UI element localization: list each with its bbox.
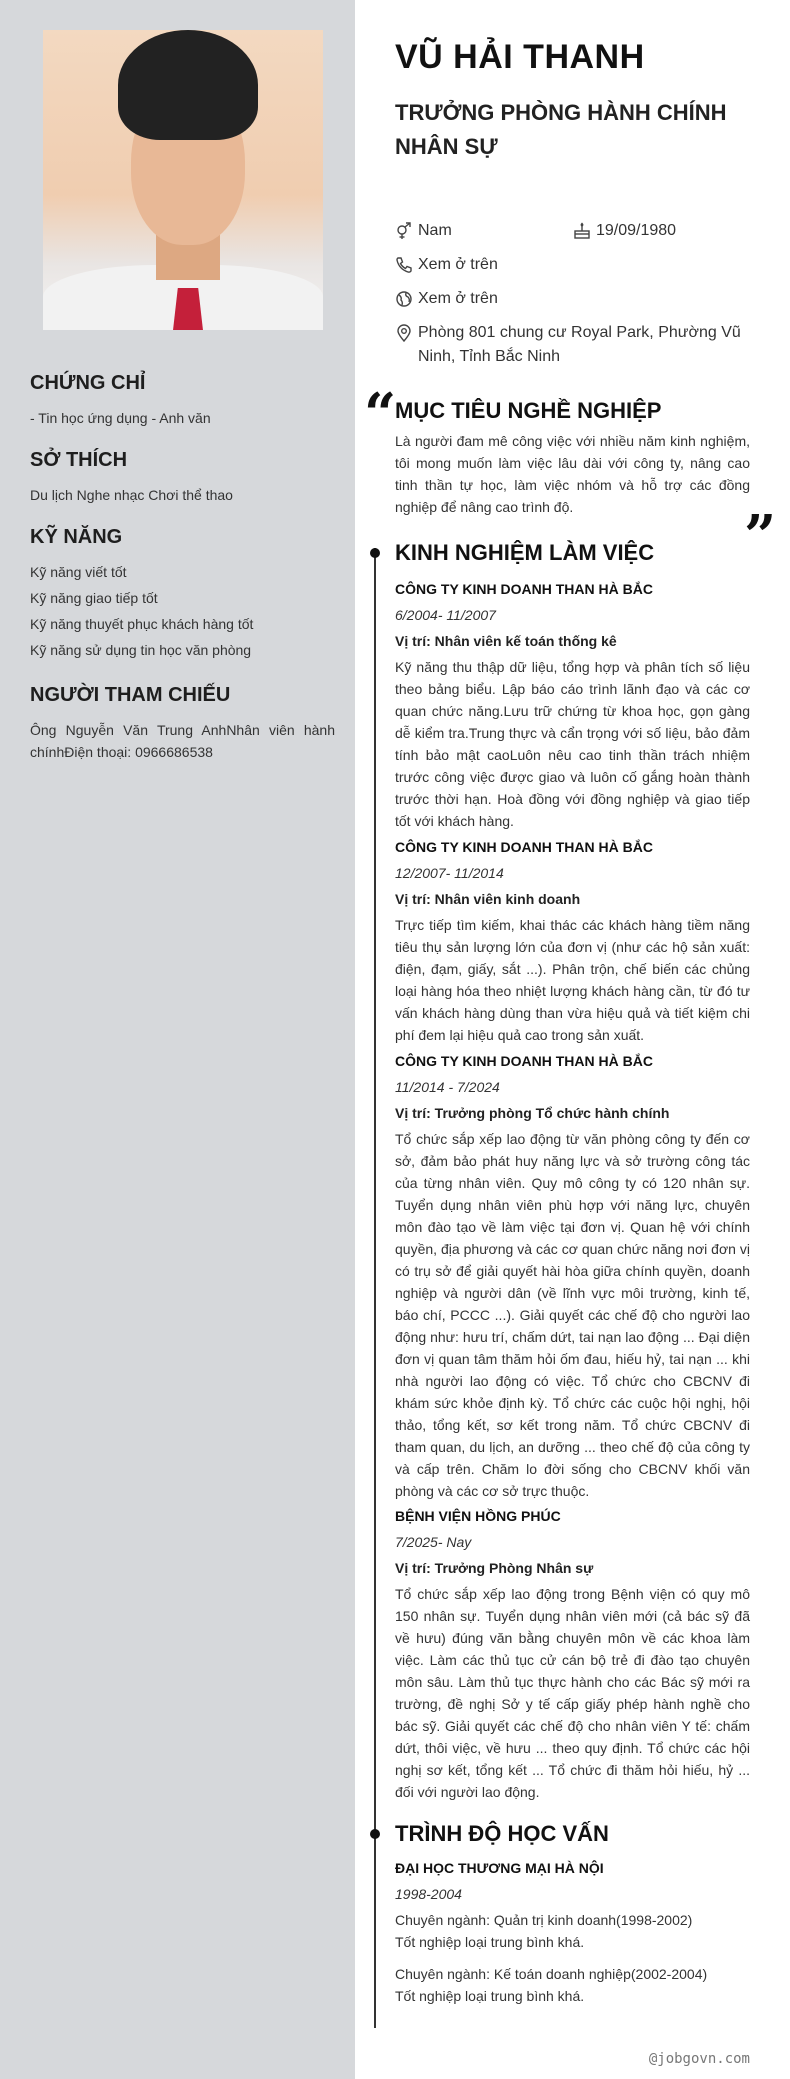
globe-icon [395,290,413,308]
experience-title: KINH NGHIỆM LÀM VIỆC [395,540,655,565]
certificates-section [30,372,335,433]
gender-row [395,219,452,243]
website-text: Xem ở trên [418,290,498,307]
experience-item [395,1050,750,1502]
references-section [30,684,335,763]
phone-text: Xem ở trên [418,256,498,273]
experience-item [395,578,750,832]
skills-section [30,526,335,665]
company-name: BỆNH VIỆN HỒNG PHÚC [395,1508,561,1524]
skill-item: Kỹ năng viết tốt [30,564,127,580]
location-pin-icon [395,324,413,342]
skill-item: Kỹ năng sử dụng tin học văn phòng [30,642,252,658]
quote-close-icon: ” [744,503,777,569]
experience-item [395,1505,750,1803]
candidate-title: TRƯỞNG PHÒNG HÀNH CHÍNH NHÂN SỰ [395,100,727,159]
degree-line: Tốt nghiệp loại trung bình khá. [395,1988,585,2004]
references-text: Ông Nguyễn Văn Trung AnhNhân viên hành chínhĐiện thoại: 0966686538 [30,722,335,760]
references-title: NGƯỜI THAM CHIẾU [30,684,231,706]
skill-item: Kỹ năng thuyết phục khách hàng tốt [30,616,254,632]
skills-title: KỸ NĂNG [30,526,123,548]
job-position: Vị trí: Trưởng Phòng Nhân sự [395,1560,594,1576]
birthday-text: 19/09/1980 [596,222,677,239]
profile-photo [43,30,323,330]
major-line: Chuyên ngành: Quản trị kinh doanh(1998-2002) [395,1912,693,1928]
work-period: 12/2007- 11/2014 [395,865,504,881]
work-period: 11/2014 - 7/2024 [395,1079,500,1095]
skill-item: Kỹ năng giao tiếp tốt [30,590,158,606]
degree-line: Tốt nghiệp loại trung bình khá. [395,1934,585,1950]
phone-row [395,253,498,277]
work-period: 6/2004- 11/2007 [395,607,496,623]
watermark: @jobgovn.com [648,2051,750,2067]
job-position: Vị trí: Trưởng phòng Tổ chức hành chính [395,1105,670,1121]
certificate-item: - Tin học ứng dụng - Anh văn [30,410,211,426]
birthday-row [573,219,676,243]
experience-item [395,836,750,1046]
job-position: Vị trí: Nhân viên kế toán thống kê [395,633,617,649]
cake-icon [573,222,591,240]
timeline-line [374,548,376,2028]
candidate-name: VŨ HẢI THANH [395,38,645,76]
certificates-title: CHỨNG CHỈ [30,372,146,394]
education-item [395,1857,750,2007]
education-title: TRÌNH ĐỘ HỌC VẤN [395,1821,609,1846]
company-name: CÔNG TY KINH DOANH THAN HÀ BẮC [395,581,653,597]
phone-icon [395,256,413,274]
school-name: ĐẠI HỌC THƯƠNG MẠI HÀ NỘI [395,1860,604,1876]
hobbies-text: Du lịch Nghe nhạc Chơi thể thao [30,487,233,503]
address-text: Phòng 801 chung cư Royal Park, Phường Vũ Ninh, Tỉnh Bắc Ninh [418,324,741,365]
hobbies-title: SỞ THÍCH [30,449,128,471]
objective-text: Là người đam mê công việc với nhiều năm kinh nghiệm, tôi mong muốn làm việc lâu dài với công ty, nâng cao tinh thần tự học, làm việc nhóm và hỗ trợ các đồng nghiệp để nâng cao trình độ. [395,433,750,515]
study-period: 1998-2004 [395,1886,462,1902]
address-row [395,321,750,369]
hobbies-section [30,449,335,510]
timeline-dot [370,1829,380,1839]
company-name: CÔNG TY KINH DOANH THAN HÀ BẮC [395,839,653,855]
job-position: Vị trí: Nhân viên kinh doanh [395,891,581,907]
company-name: CÔNG TY KINH DOANH THAN HÀ BẮC [395,1053,653,1069]
job-description: Tổ chức sắp xếp lao động từ văn phòng công ty đến cơ sở, đảm bảo phát huy năng lực và sở trường công tác của từng nhân viên. Quy mô công ty có 120 nhân sự. Tuyển dụng nhân viên phù hợp với năng lực, chuyên môn đào tạo về làm việc tại đơn vị. Quan hệ với chính quyền, địa phương và các cơ quan chức năng nơi đơn vị có trụ sở để giải quyết hài hòa giữa chính quyền, doanh nghiệp và người dân (về lĩnh vực môi trường, kinh tế, báo chí, PCCC ...). Giải quyết các chế độ cho người lao động như: hưu trí, chấm dứt, tai nạn lao động ... Đại diện đơn vị quan tâm thăm hỏi ốm đau, hiếu hỷ, tai nạn ... khi nhà người lao động có việc. Tổ chức cho CBCNV đi khám sức khỏe định kỳ. Tổ chức các cuộc hội nghị, hội thảo, tổng kết, sơ kết trong năm. Tổ chức CBCNV đi tham quan, du lịch, an dưỡng ... theo chế độ của công ty và cấp trên. Chăm lo đời sống cho CBCNV khối văn phòng và các cơ sở trực thuộc. [395,1131,750,1499]
major-line: Chuyên ngành: Kế toán doanh nghiệp(2002-2004) [395,1966,708,1982]
gender-text: Nam [418,222,452,239]
job-description: Tổ chức sắp xếp lao động trong Bệnh viện có quy mô 150 nhân sự. Tuyển dụng nhân viên mới (cả bác sỹ đã về hưu) đúng văn bằng chuyên môn về các khoa làm việc. Làm các thủ tục cử cán bộ trẻ đi đào tạo chuyên môn sâu. Làm thủ tục thực hành cho các Bác sỹ mới ra trường, đề nghị Sở y tế cấp giấy phép hành nghề cho bác sỹ. Giải quyết các chế độ cho nhân viên Y tế: chấm dứt, thôi việc, về hưu ... theo quy định. Tổ chức các hội nghị sơ kết, tổng kết ... Tổ chức đi thăm hỏi hiếu, hỷ ... đối với người lao động. [395,1586,750,1800]
quote-open-icon: “ [364,381,397,447]
job-description: Kỹ năng thu thập dữ liệu, tổng hợp và phân tích số liệu theo bảng biểu. Lập báo cáo trình lãnh đạo và các cơ quan chức năng.Lưu trữ chứng từ khoa học, gọn gàng dễ kiểm tra.Trung thực và cẩn trọng với số liệu, bảo đảm tính bảo mật caoLuôn nêu cao tinh thần trách nhiệm trước công việc được giao và luôn cố gắng hoàn thành trước thời hạn. Hoà đồng với đồng nghiệp và giao tiếp tốt với khách hàng. [395,659,750,829]
objective-title: MỤC TIÊU NGHỀ NGHIỆP [395,398,662,423]
work-period: 7/2025- Nay [395,1534,472,1550]
gender-icon [395,222,413,240]
job-description: Trực tiếp tìm kiếm, khai thác các khách hàng tiềm năng tiêu thụ sản lượng lớn của đơn vị (như các hộ sản xuất: điện, đạm, giấy, sắt ...). Phân trộn, chế biến các chủng loại hàng hóa theo nhiệt lượng khách hàng cần, từ đó tư vấn khách hàng dùng than vừa hiệu quả và tiết kiệm chi phí đem lại hiệu quả cao trong sản xuất. [395,917,750,1043]
website-row [395,287,498,311]
timeline-dot [370,548,380,558]
